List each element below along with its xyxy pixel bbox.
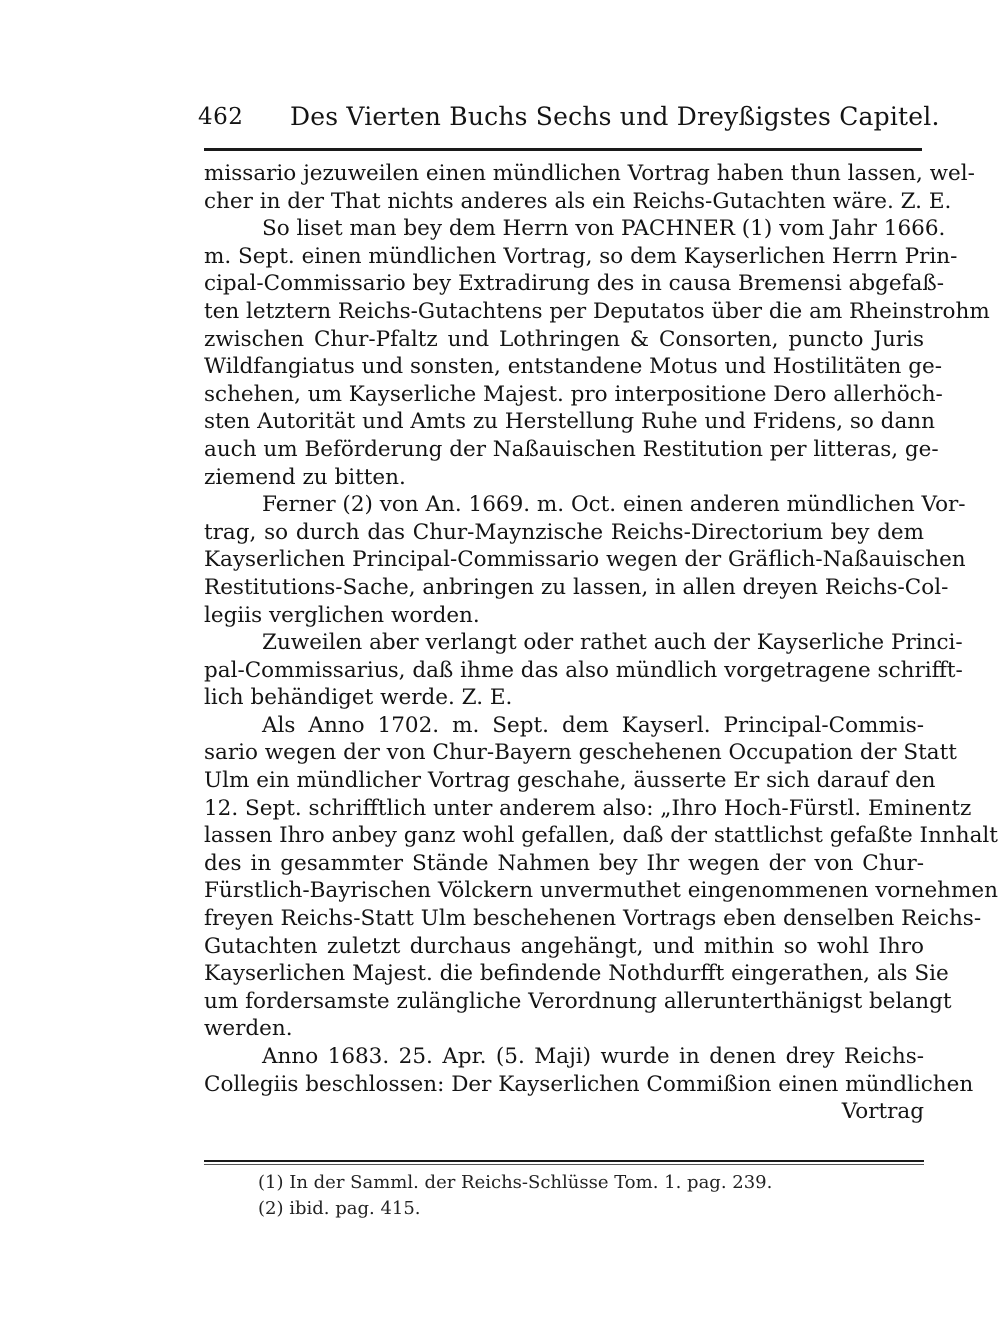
text-line: trag, so durch das Chur-Maynzische Reichs-Directorium bey dem [204, 519, 924, 545]
header-rule [204, 148, 922, 151]
text-line: Als Anno 1702. m. Sept. dem Kayserl. Principal-Commis- [262, 712, 924, 738]
text-line: Wildfangiatus und sonsten, entstandene Motus und Hostilitäten ge- [204, 354, 942, 380]
text-line: ten letztern Reichs-Gutachtens per Deputatos über die am Rheinstrohm [204, 298, 990, 324]
text-line: Restitutions-Sache, anbringen zu lassen, in allen dreyen Reichs-Col- [204, 574, 949, 600]
text-line: schehen, um Kayserliche Majest. pro interpositione Dero allerhöch- [204, 381, 943, 407]
text-line: cher in der That nichts anderes als ein Reichs-Gutachten wäre. Z. E. [204, 188, 952, 214]
text-line: zwischen Chur-Pfaltz und Lothringen & Consorten, puncto Juris [204, 326, 924, 352]
running-head [198, 100, 940, 140]
text-line: Collegiis beschlossen: Der Kayserlichen Commißion einen mündlichen [204, 1071, 974, 1097]
text-line: sario wegen der von Chur-Bayern geschehenen Occupation der Statt [204, 740, 957, 766]
text-line: ziemend zu bitten. [204, 464, 406, 490]
text-line: um fordersamste zulängliche Verordnung allerunterthänigst belangt [204, 988, 952, 1014]
text-line: Zuweilen aber verlangt oder rathet auch der Kayserliche Princi- [262, 630, 963, 656]
text-line: Fürstlich-Bayrischen Völckern unvermuthet eingenommenen vornehmen [204, 878, 998, 904]
text-line: Kayserlichen Principal-Commissario wegen der Gräflich-Naßauischen [204, 547, 966, 573]
text-line: 12. Sept. schrifftlich unter anderem also: „Ihro Hoch-Fürstl. Eminentz [204, 795, 972, 821]
page-number: 462 [198, 104, 244, 130]
text-line: missario jezuweilen einen mündlichen Vortrag haben thun lassen, wel- [204, 161, 975, 186]
footnote-1: (1) In der Samml. der Reichs-Schlüsse Tom. 1. pag. 239. [258, 1172, 773, 1193]
catchword: Vortrag [841, 1099, 924, 1125]
text-line: cipal-Commissario bey Extradirung des in causa Bremensi abgefaß- [204, 271, 945, 297]
text-line: freyen Reichs-Statt Ulm beschehenen Vortrags eben denselben Reichs- [204, 906, 982, 932]
text-line: legiis verglichen worden. [204, 602, 480, 628]
text-line: Ferner (2) von An. 1669. m. Oct. einen anderen mündlichen Vor- [262, 492, 966, 518]
footnote-2: (2) ibid. pag. 415. [258, 1198, 421, 1219]
text-line: Anno 1683. 25. Apr. (5. Maji) wurde in denen drey Reichs- [262, 1044, 924, 1069]
text-line: des in gesammter Stände Nahmen bey Ihr wegen der von Chur- [204, 850, 924, 876]
text-line: m. Sept. einen mündlichen Vortrag, so dem Kayserlichen Herrn Prin- [204, 243, 958, 269]
footnote-rule [204, 1160, 924, 1162]
text-line: lassen Ihro anbey ganz wohl gefallen, daß der stattlichst gefaßte Innhalt [204, 823, 998, 849]
footnotes [258, 1170, 878, 1222]
chapter-heading: Des Vierten Buchs Sechs und Dreyßigstes Capitel. [290, 102, 940, 131]
text-line: Ulm ein mündlicher Vortrag geschahe, äusserte Er sich darauf den [204, 768, 936, 794]
text-line: werden. [204, 1016, 293, 1042]
text-line: auch um Beförderung der Naßauischen Restitution per litteras, ge- [204, 436, 939, 462]
text-line: pal-Commissarius, daß ihme das also mündlich vorgetragene schrifft- [204, 657, 963, 683]
body-text [204, 160, 998, 1126]
footnote-rule-thin [204, 1164, 924, 1165]
text-line: So liset man bey dem Herrn von PACHNER (1) vom Jahr 1666. [262, 216, 946, 242]
text-line: Gutachten zuletzt durchaus angehängt, und mithin so wohl Ihro [204, 933, 924, 959]
text-line: sten Autorität und Amts zu Herstellung Ruhe und Fridens, so dann [204, 409, 935, 435]
text-line: Kayserlichen Majest. die befindende Nothdurfft eingerathen, als Sie [204, 961, 949, 987]
text-line: lich behändiget werde. Z. E. [204, 685, 513, 711]
